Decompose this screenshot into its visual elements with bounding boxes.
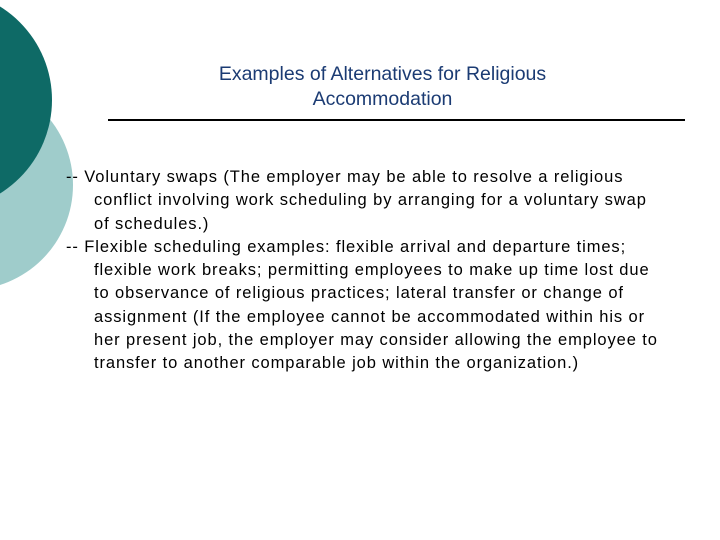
slide-body bbox=[66, 166, 666, 376]
title-underline bbox=[108, 119, 685, 121]
slide-title-line-1: Examples of Alternatives for Religious bbox=[218, 63, 547, 85]
bullet-voluntary-swaps: -- Voluntary swaps (The employer may be able to resolve a religious conflict involving work scheduling by arranging for a voluntary swap of schedules.) bbox=[66, 168, 647, 233]
slide-title bbox=[110, 62, 655, 112]
bullet-flexible-scheduling: -- Flexible scheduling examples: flexible arrival and departure times; flexible work breaks; permitting employees to make up time lost due to observance of religious practices; lateral transfer or change of assignment (If the employee cannot be accommodated within his or her present job, the employer may consider allowing the employee to transfer to another comparable job within the organization.) bbox=[66, 237, 658, 373]
slide-title-line-2: Accommodation bbox=[312, 88, 453, 110]
